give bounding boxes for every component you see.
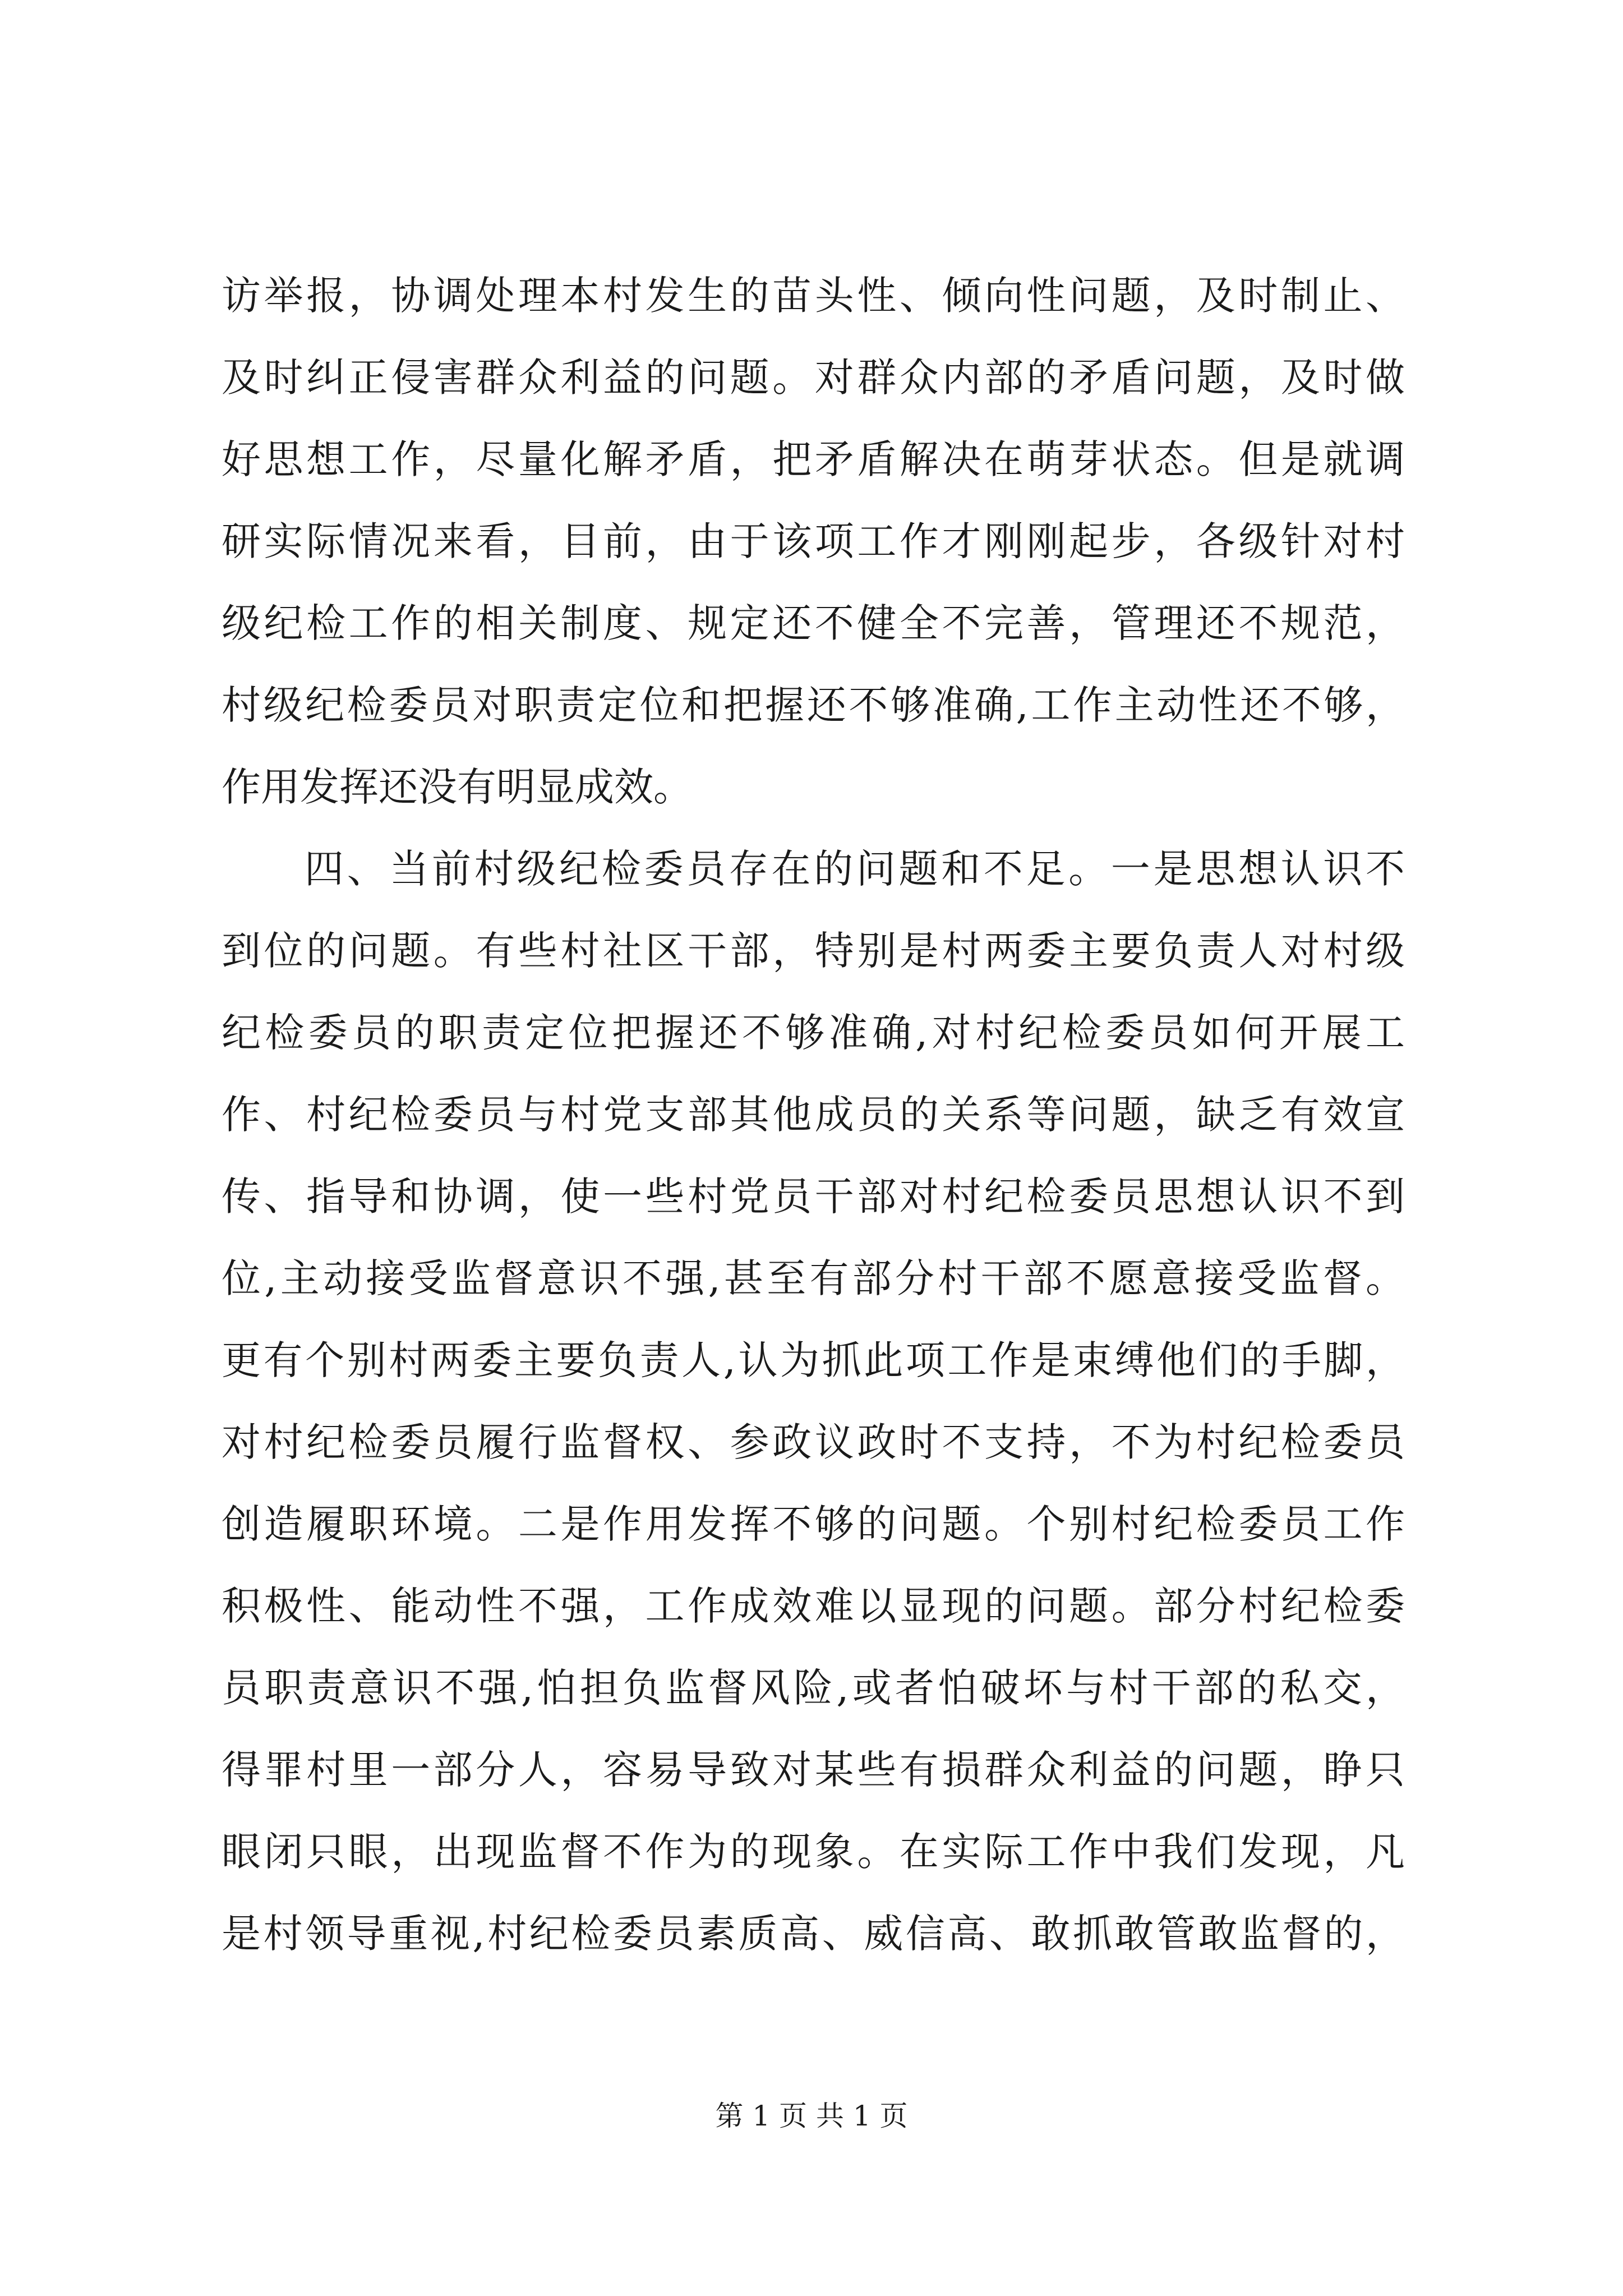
paragraph-line: 作、村纪检委员与村党支部其他成员的关系等问题，缺乏有效宣	[222, 1092, 1405, 1138]
paragraph-line: 创造履职环境。二是作用发挥不够的问题。个别村纪检委员工作	[222, 1501, 1405, 1547]
paragraph-line: 得罪村里一部分人，容易导致对某些有损群众利益的问题，睁只	[222, 1747, 1405, 1793]
paragraph-line: 访举报，协调处理本村发生的苗头性、倾向性问题，及时制止、	[222, 273, 1405, 319]
paragraph-line: 传、指导和协调，使一些村党员干部对村纪检委员思想认识不到	[222, 1174, 1405, 1220]
paragraph-line: 级纪检工作的相关制度、规定还不健全不完善，管理还不规范，	[222, 600, 1405, 646]
paragraph-line: 作用发挥还没有明显成效。	[222, 764, 693, 810]
paragraph-line: 村级纪检委员对职责定位和把握还不够准确,工作主动性还不够，	[222, 682, 1405, 728]
paragraph-line: 研实际情况来看，目前，由于该项工作才刚刚起步，各级针对村	[222, 518, 1405, 564]
paragraph-line: 更有个别村两委主要负责人,认为抓此项工作是束缚他们的手脚，	[222, 1337, 1405, 1383]
paragraph-line: 好思想工作，尽量化解矛盾，把矛盾解决在萌芽状态。但是就调	[222, 436, 1405, 482]
paragraph-line: 到位的问题。有些村社区干部，特别是村两委主要负责人对村级	[222, 928, 1405, 974]
page-number-footer: 第 1 页 共 1 页	[715, 2100, 908, 2132]
paragraph-line: 员职责意识不强,怕担负监督风险,或者怕破坏与村干部的私交，	[222, 1665, 1405, 1711]
paragraph-line: 对村纪检委员履行监督权、参政议政时不支持，不为村纪检委员	[222, 1419, 1405, 1465]
paragraph-line: 纪检委员的职责定位把握还不够准确,对村纪检委员如何开展工	[222, 1010, 1405, 1056]
paragraph-line: 四、当前村级纪检委员存在的问题和不足。一是思想认识不	[305, 846, 1405, 892]
paragraph-line: 位,主动接受监督意识不强,甚至有部分村干部不愿意接受监督。	[222, 1255, 1405, 1301]
paragraph-line: 是村领导重视,村纪检委员素质高、威信高、敢抓敢管敢监督的，	[222, 1911, 1405, 1957]
document-body	[222, 255, 1405, 1975]
paragraph-line: 积极性、能动性不强，工作成效难以显现的问题。部分村纪检委	[222, 1583, 1405, 1629]
paragraph-line: 及时纠正侵害群众利益的问题。对群众内部的矛盾问题，及时做	[222, 355, 1405, 401]
paragraph-line: 眼闭只眼，出现监督不作为的现象。在实际工作中我们发现，凡	[222, 1829, 1405, 1875]
